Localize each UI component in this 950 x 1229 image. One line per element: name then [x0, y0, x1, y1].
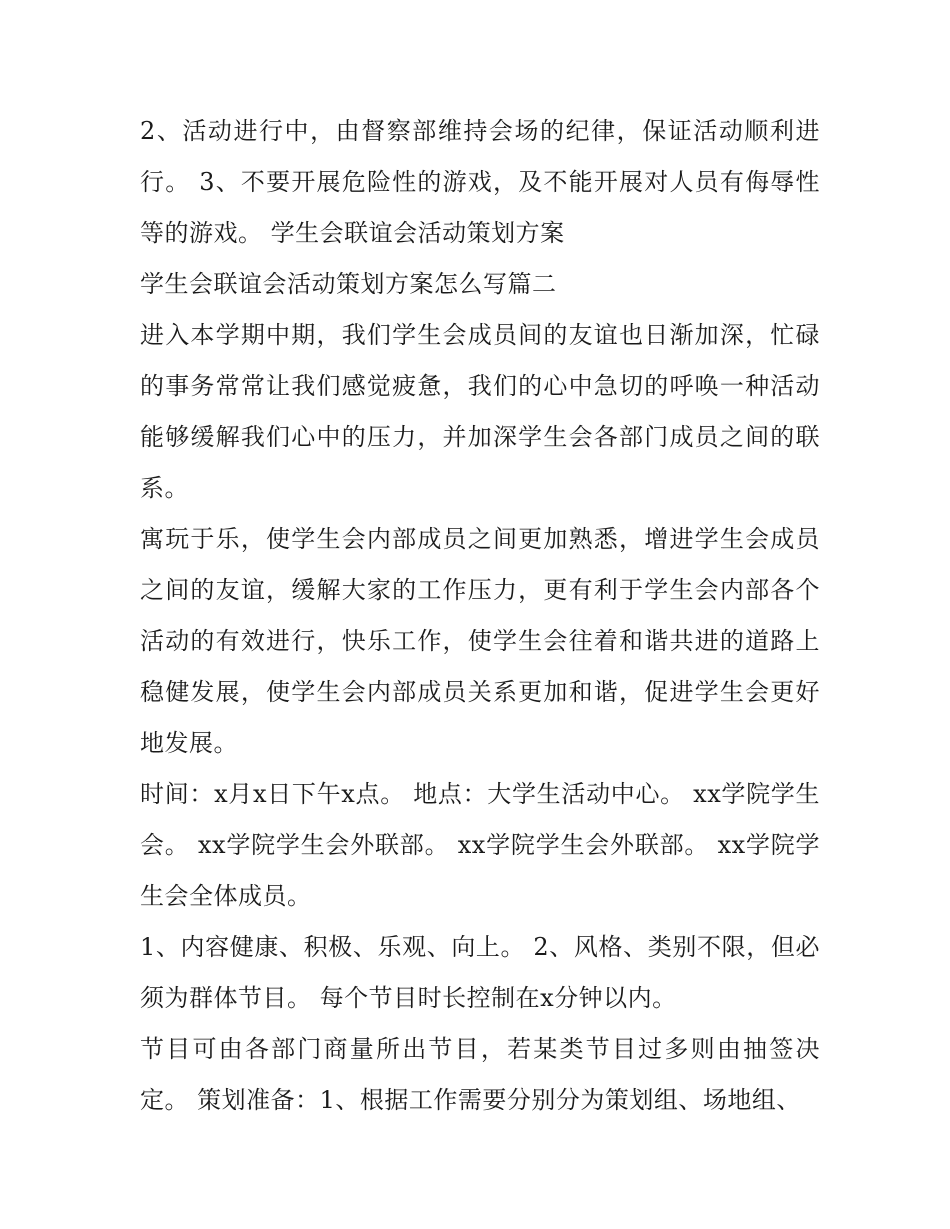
paragraph-activity-rules: 2、活动进行中，由督察部维持会场的纪律，保证活动顺利进行。 3、不要开展危险性的游戏，及不能开展对人员有侮辱性等的游戏。 学生会联谊会活动策划方案: [140, 117, 820, 247]
document-body: [140, 106, 820, 1126]
paragraph-section-heading: 学生会联谊会活动策划方案怎么写篇二: [140, 270, 557, 298]
paragraph-program-requirements: 1、内容健康、积极、乐观、向上。 2、风格、类别不限，但必须为群体节目。 每个节目时长控制在x分钟以内。: [140, 933, 820, 1012]
paragraph-preparation: 节目可由各部门商量所出节目，若某类节目过多则由抽签决定。 策划准备：1、根据工作需要分别分为策划组、场地组、: [140, 1035, 820, 1114]
paragraph-purpose: 寓玩于乐，使学生会内部成员之间更加熟悉，增进学生会成员之间的友谊，缓解大家的工作压力，更有利于学生会内部各个活动的有效进行，快乐工作，使学生会往着和谐共进的道路上稳健发展，使学生会内部成员关系更加和谐，促进学生会更好地发展。: [140, 525, 820, 757]
paragraph-time-place: 时间：x月x日下午x点。 地点：大学生活动中心。 xx学院学生会。 xx学院学生会外联部。 xx学院学生会外联部。 xx学院学生会全体成员。: [140, 780, 820, 910]
paragraph-background: 进入本学期中期，我们学生会成员间的友谊也日渐加深，忙碌的事务常常让我们感觉疲惫，我们的心中急切的呼唤一种活动能够缓解我们心中的压力，并加深学生会各部门成员之间的联系。: [140, 321, 820, 502]
